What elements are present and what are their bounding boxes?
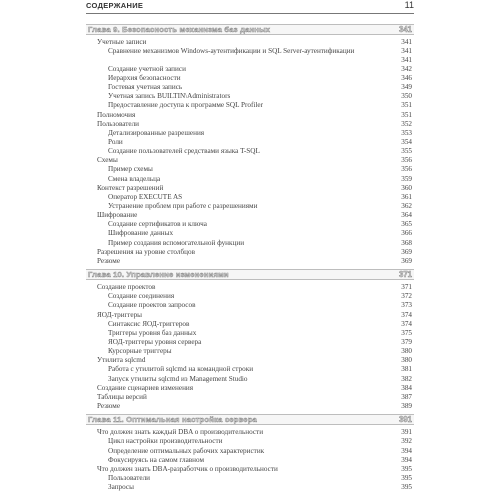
entry-title: Устранение проблем при работе с разрешениями bbox=[108, 201, 258, 210]
entry-title: ЯОД-триггеры уровня сервера bbox=[108, 337, 202, 346]
entry-title: Создание соединения bbox=[108, 292, 175, 301]
toc-subsection[interactable] bbox=[86, 175, 414, 184]
entry-page: 369 bbox=[401, 247, 412, 256]
entry-title: Цикл настройки производительности bbox=[108, 437, 223, 446]
toc-section[interactable] bbox=[86, 184, 414, 193]
header-page-number: 11 bbox=[404, 0, 414, 10]
entry-page: 392 bbox=[401, 437, 412, 446]
entry-page: 346 bbox=[401, 73, 412, 82]
chapter-heading[interactable] bbox=[86, 24, 414, 35]
entry-title: Детализированные разрешения bbox=[108, 128, 205, 137]
entry-title: Определение оптимальных рабочих характеристик bbox=[108, 446, 265, 455]
entry-page: 369 bbox=[401, 256, 412, 265]
entry-page: 341 bbox=[401, 47, 412, 56]
toc-subsection[interactable] bbox=[86, 92, 414, 101]
toc-subsection[interactable] bbox=[86, 47, 414, 65]
toc-subsection[interactable] bbox=[86, 65, 414, 74]
header-label: СОДЕРЖАНИЕ bbox=[86, 1, 144, 10]
entry-title: Пример создания вспомогательной функции bbox=[108, 238, 245, 247]
toc-subsection[interactable] bbox=[86, 365, 414, 374]
chapter-heading[interactable] bbox=[86, 269, 414, 280]
entry-page: 380 bbox=[401, 356, 412, 365]
entry-title: Работа с утилитой sqlcmd на командной строки bbox=[108, 365, 254, 374]
entry-page: 341 bbox=[401, 38, 412, 47]
entry-title: Запросы bbox=[108, 483, 134, 492]
toc-subsection[interactable] bbox=[86, 437, 414, 446]
entry-page-continued: 341 bbox=[401, 55, 412, 64]
toc-subsection[interactable] bbox=[86, 138, 414, 147]
entry-page: 387 bbox=[401, 392, 412, 401]
entry-page: 389 bbox=[401, 401, 412, 410]
entry-title: Иерархия безопасности bbox=[108, 73, 181, 82]
toc-section[interactable] bbox=[86, 428, 414, 437]
entry-page: 351 bbox=[401, 101, 412, 110]
entry-title: Шифрование данных bbox=[108, 229, 174, 238]
chapter-heading[interactable] bbox=[86, 414, 414, 425]
toc-section[interactable] bbox=[86, 356, 414, 365]
toc-subsection[interactable] bbox=[86, 375, 414, 384]
entry-page: 359 bbox=[401, 174, 412, 183]
toc-section[interactable] bbox=[86, 311, 414, 320]
entry-title: Глава 9. Безопасность механизма баз данных bbox=[88, 25, 271, 34]
entry-page: 372 bbox=[401, 292, 412, 301]
entry-page: 371 bbox=[401, 283, 412, 292]
entry-title: Создание учетной записи bbox=[108, 64, 186, 73]
entry-page: 391 bbox=[398, 415, 412, 425]
entry-page: 394 bbox=[401, 446, 412, 455]
entry-title: Гостевая учетная запись bbox=[108, 83, 183, 92]
entry-page: 391 bbox=[401, 428, 412, 437]
toc-subsection[interactable] bbox=[86, 292, 414, 301]
toc-subsection[interactable] bbox=[86, 447, 414, 456]
entry-title: Создание пользователей средствами языка T-SQL bbox=[108, 147, 260, 156]
toc-subsection[interactable] bbox=[86, 301, 414, 310]
toc-subsection[interactable] bbox=[86, 320, 414, 329]
entry-title: Создание проектов bbox=[97, 283, 156, 292]
entry-page: 366 bbox=[401, 229, 412, 238]
entry-title: Контекст разрешений bbox=[97, 183, 164, 192]
entry-page: 382 bbox=[401, 374, 412, 383]
entry-page: 368 bbox=[401, 238, 412, 247]
toc-subsection[interactable] bbox=[86, 83, 414, 92]
entry-page: 351 bbox=[401, 110, 412, 119]
entry-title: Смена владельца bbox=[108, 174, 161, 183]
entry-title: Фокусируясь на самом главном bbox=[108, 455, 205, 464]
entry-title: ЯОД-триггеры bbox=[97, 310, 143, 319]
entry-page: 354 bbox=[401, 137, 412, 146]
entry-title: Курсорные триггеры bbox=[108, 347, 172, 356]
entry-page: 341 bbox=[398, 25, 412, 34]
toc-subsection[interactable] bbox=[86, 474, 414, 483]
entry-page: 395 bbox=[401, 473, 412, 482]
entry-page: 349 bbox=[401, 83, 412, 92]
entry-title: Что должен знать DBA-разработчик о производительности bbox=[97, 464, 278, 473]
entry-title: Пример схемы bbox=[108, 165, 153, 174]
entry-title: Полномочия bbox=[97, 110, 136, 119]
toc-subsection[interactable] bbox=[86, 239, 414, 248]
table-of-contents bbox=[86, 21, 414, 492]
toc-subsection[interactable] bbox=[86, 483, 414, 492]
running-header bbox=[86, 1, 414, 14]
entry-title: Глава 10. Управление изменениями bbox=[88, 269, 229, 279]
entry-title: Пользователи bbox=[97, 119, 140, 128]
toc-subsection[interactable] bbox=[86, 220, 414, 229]
toc-subsection[interactable] bbox=[86, 229, 414, 238]
toc-section[interactable] bbox=[86, 402, 414, 411]
toc-subsection[interactable] bbox=[86, 338, 414, 347]
entry-title: Создание сценариев изменения bbox=[97, 383, 194, 392]
entry-title: Схемы bbox=[97, 156, 118, 165]
entry-title: Таблицы версий bbox=[97, 392, 147, 401]
entry-page: 379 bbox=[401, 337, 412, 346]
entry-page: 375 bbox=[401, 328, 412, 337]
entry-page: 362 bbox=[401, 201, 412, 210]
toc-section[interactable] bbox=[86, 120, 414, 129]
entry-page: 360 bbox=[401, 183, 412, 192]
entry-title: Учетная запись BUILTIN\Administrators bbox=[108, 92, 231, 101]
toc-subsection[interactable] bbox=[86, 202, 414, 211]
entry-page: 380 bbox=[401, 347, 412, 356]
toc-subsection[interactable] bbox=[86, 129, 414, 138]
entry-title: Предоставление доступа к программе SQL Profiler bbox=[108, 101, 263, 110]
toc-section[interactable] bbox=[86, 248, 414, 257]
entry-page: 352 bbox=[401, 119, 412, 128]
entry-page: 394 bbox=[401, 455, 412, 464]
entry-title: Оператор EXECUTE AS bbox=[108, 192, 183, 201]
entry-title: Что должен знать каждый DBA о производительности bbox=[97, 428, 264, 437]
entry-page: 350 bbox=[401, 92, 412, 101]
toc-subsection[interactable] bbox=[86, 347, 414, 356]
toc-section[interactable] bbox=[86, 257, 414, 266]
toc-section[interactable] bbox=[86, 111, 414, 120]
entry-title: Разрешения на уровне столбцов bbox=[97, 247, 195, 256]
entry-title: Создание проектов запросов bbox=[108, 301, 196, 310]
entry-page: 374 bbox=[401, 310, 412, 319]
entry-title: Создание сертификатов и ключа bbox=[108, 220, 207, 229]
entry-page: 384 bbox=[401, 383, 412, 392]
toc-section[interactable] bbox=[86, 384, 414, 393]
entry-page: 353 bbox=[401, 128, 412, 137]
toc-subsection[interactable] bbox=[86, 193, 414, 202]
entry-title: Триггеры уровня баз данных bbox=[108, 328, 197, 337]
toc-subsection[interactable] bbox=[86, 74, 414, 83]
entry-page: 342 bbox=[401, 64, 412, 73]
entry-title: Учетные записи bbox=[97, 38, 147, 47]
toc-section[interactable] bbox=[86, 156, 414, 165]
entry-title: Синтаксис ЯОД-триггеров bbox=[108, 319, 190, 328]
toc-section[interactable] bbox=[86, 211, 414, 220]
entry-title: Сравнение механизмов Windows-аутентификации и SQL Server-аутентификации bbox=[108, 47, 355, 56]
toc-subsection[interactable] bbox=[86, 456, 414, 465]
entry-page: 365 bbox=[401, 220, 412, 229]
entry-title: Утилита sqlcmd bbox=[97, 356, 146, 365]
toc-section[interactable] bbox=[86, 465, 414, 474]
entry-page: 361 bbox=[401, 192, 412, 201]
entry-page: 356 bbox=[401, 165, 412, 174]
toc-section[interactable] bbox=[86, 393, 414, 402]
entry-page: 395 bbox=[401, 464, 412, 473]
toc-subsection[interactable] bbox=[86, 101, 414, 110]
entry-page: 364 bbox=[401, 211, 412, 220]
entry-page: 355 bbox=[401, 147, 412, 156]
toc-subsection[interactable] bbox=[86, 165, 414, 174]
entry-title: Роли bbox=[108, 137, 123, 146]
toc-section[interactable] bbox=[86, 38, 414, 47]
entry-title: Глава 11. Оптимальная настройка сервера bbox=[88, 415, 257, 425]
entry-page: 395 bbox=[401, 483, 412, 492]
toc-subsection[interactable] bbox=[86, 147, 414, 156]
entry-page: 374 bbox=[401, 319, 412, 328]
entry-page: 381 bbox=[401, 365, 412, 374]
toc-subsection[interactable] bbox=[86, 329, 414, 338]
entry-title: Резюме bbox=[97, 256, 121, 265]
entry-page: 371 bbox=[398, 269, 412, 279]
entry-title: Запуск утилиты sqlcmd из Management Studio bbox=[108, 374, 248, 383]
entry-title: Резюме bbox=[97, 401, 121, 410]
toc-section[interactable] bbox=[86, 283, 414, 292]
entry-page: 373 bbox=[401, 301, 412, 310]
entry-page: 356 bbox=[401, 156, 412, 165]
entry-title: Шифрование bbox=[97, 211, 138, 220]
entry-title: Пользователи bbox=[108, 473, 151, 482]
